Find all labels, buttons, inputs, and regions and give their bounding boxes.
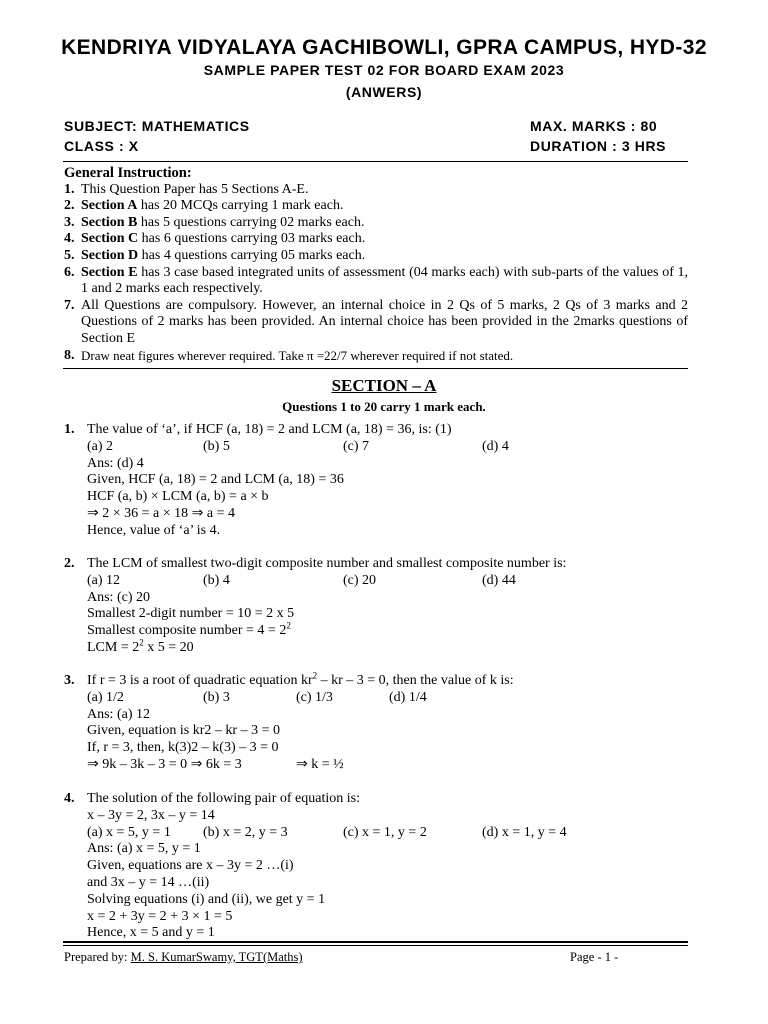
option: (b) 4 [203,572,230,588]
answer-line: Ans: (d) 4 [87,455,144,471]
solution-line: Solving equations (i) and (ii), we get y = 1 [87,891,326,907]
options-row [87,825,688,842]
question-equation: x – 3y = 2, 3x – y = 14 [87,807,215,823]
option: (c) 20 [343,572,377,588]
solution-line: Smallest 2-digit number = 10 = 2 x 5 [87,606,295,622]
section-subtitle: Questions 1 to 20 carry 1 mark each. [282,399,486,414]
solution-line: and 3x – y = 14 …(ii) [87,874,210,890]
solution-line: Smallest composite number = $4 = 2^2$ [87,620,291,639]
question-3 [64,670,688,774]
question-number: 4. [64,791,75,806]
answer-line: Ans: (a) 12 [87,706,150,722]
answer-line: Ans: (c) 20 [87,589,150,605]
option: (d) 4 [482,438,509,454]
option: (a) 1/2 [87,689,124,705]
option: (c) 7 [343,438,370,454]
section-title: SECTION – A [331,376,437,395]
question-text: The value of ‘a’, if HCF (a, 18) = 2 and LCM (a, 18) = 36, is: (1) [87,422,452,437]
instruction-item: 3. Section B has 5 questions carrying 02 marks each. [64,214,365,230]
instruction-item: 8. Draw neat figures wherever required. Take π =22/7 wherever required if not stated. [64,347,514,363]
solution-line: Given, equation is kr2 – kr – 3 = 0 [87,723,280,739]
paper-subtitle: (ANWERS) [345,84,423,100]
instruction-item: 6. Section E has 3 case based integrated units of assessment (04 marks each) with sub-parts of the values of 1, 1 and 2 marks each respectively. [64,264,689,297]
subject-label: SUBJECT: MATHEMATICS [64,118,250,134]
option: (d) 44 [482,572,516,588]
page-number: Page - 1 - [570,950,619,964]
author-name: M. S. KumarSwamy, TGT(Maths) [130,950,303,964]
option: (c) x = 1, y = 2 [343,824,427,840]
instruction-item: 2. Section A has 20 MCQs carrying 1 mark each. [64,198,344,214]
question-number: 2. [64,556,75,571]
prepared-by: Prepared by: M. S. KumarSwamy, TGT(Maths) [64,950,303,964]
options-row [87,573,688,590]
solution-line: If, r = 3, then, k(3)2 – k(3) – 3 = 0 [87,740,279,756]
general-instructions [64,165,688,364]
question-number: 3. [64,673,75,688]
footer-divider [63,941,688,943]
instruction-item: 7. All Questions are compulsory. However, an internal choice in 2 Qs of 5 marks, 2 Qs of 3 marks and 2 Questions of 2 marks has been provided. An internal choice has been provided in the 2marks questions of Section E [64,297,688,346]
header-divider [63,161,688,162]
option: (d) x = 1, y = 4 [482,824,567,840]
option: (a) x = 5, y = 1 [87,824,171,840]
question-text: The LCM of smallest two-digit composite number and smallest composite number is: [87,556,567,571]
school-name: KENDRIYA VIDYALAYA GACHIBOWLI, GPRA CAMPUS, HYD-32 [61,36,707,59]
paper-title: SAMPLE PAPER TEST 02 FOR BOARD EXAM 2023 [203,62,565,78]
class-label: CLASS : X [64,138,139,154]
option: (a) 2 [87,438,114,454]
option: (b) 3 [203,689,230,705]
options-row [87,439,688,456]
answer-line: Ans: (a) x = 5, y = 1 [87,841,201,857]
option: (c) 1/3 [296,689,333,705]
solution-line: Given, HCF (a, 18) = 2 and LCM (a, 18) = 36 [87,472,344,488]
footer-divider-thin [63,945,688,946]
option: (b) x = 2, y = 3 [203,824,288,840]
options-row [87,690,688,707]
solution-line: HCF (a, b) × LCM (a, b) = a × b [87,489,269,505]
question-2 [64,556,688,657]
solution-line: Given, equations are x – 3y = 2 …(i) [87,858,294,874]
solution-line: Hence, x = 5 and y = 1 [87,925,215,941]
solution-line: Hence, value of ‘a’ is 4. [87,522,221,538]
option: (b) 5 [203,438,230,454]
solution-line: LCM = $2^2$ x 5 = 20 [87,637,194,655]
option: (a) 12 [87,572,121,588]
instruction-item: 4. Section C has 6 questions carrying 03 marks each. [64,231,366,247]
question-text: The solution of the following pair of equation is: [87,791,360,806]
solution-line: ⇒ 9k – 3k – 3 = 0 ⇒ 6k = 3 ⇒ k = ½ [87,756,344,772]
question-4 [64,791,688,942]
option: (d) 1/4 [389,689,427,705]
solution-line: x = 2 + 3y = 2 + 3 × 1 = 5 [87,908,233,924]
duration-label: DURATION : 3 HRS [530,138,667,154]
instruction-item: 5. Section D has 4 questions carrying 05 marks each. [64,247,366,263]
question-1 [64,422,688,540]
question-number: 1. [64,422,75,437]
max-marks-label: MAX. MARKS : 80 [530,118,658,134]
question-text: If r = 3 is a root of quadratic equation $kr^2$ – kr – 3 = 0, then the value of k is: [87,670,514,688]
instructions-heading: General Instruction: [64,165,192,181]
solution-line: ⇒ 2 × 36 = a × 18 ⇒ a = 4 [87,505,235,521]
instruction-item: 1. This Question Paper has 5 Sections A-E. [64,181,309,197]
instructions-divider [63,368,688,369]
